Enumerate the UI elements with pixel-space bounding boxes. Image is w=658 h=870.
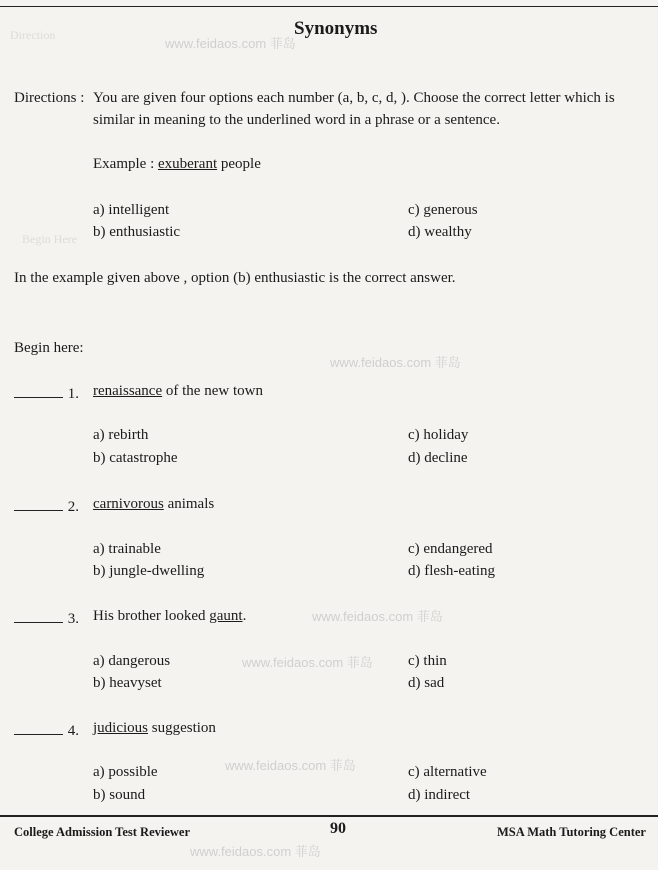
question-1-option-d: d) decline	[408, 450, 468, 466]
question-4-prompt	[93, 720, 216, 737]
question-1-option-c: c) holiday	[408, 427, 469, 443]
underlined-word: gaunt	[209, 608, 243, 624]
question-3-option-c: c) thin	[408, 653, 447, 669]
watermark: www.feidaos.com 菲岛	[330, 355, 461, 370]
question-number: 4.	[67, 723, 79, 739]
watermark: www.feidaos.com 菲岛	[312, 609, 443, 624]
watermark: www.feidaos.com 菲岛	[225, 758, 356, 773]
question-number: 3.	[67, 611, 79, 627]
question-3-option-a: a) dangerous	[93, 653, 171, 669]
prompt-after: of the new town	[162, 383, 263, 399]
page-number: 90	[330, 820, 346, 837]
question-1-option-a: a) rebirth	[93, 427, 149, 443]
question-number: 1.	[67, 386, 79, 402]
begin-label: Begin here:	[14, 340, 84, 356]
example-option-b: b) enthusiastic	[93, 224, 181, 240]
question-2-prompt	[93, 496, 214, 513]
bleed-through: Begin Here	[22, 232, 77, 246]
question-2-option-d: d) flesh-eating	[408, 563, 496, 579]
prompt-after: .	[242, 608, 247, 624]
prompt-after: animals	[163, 496, 215, 512]
top-rule	[0, 6, 658, 7]
question-3-option-d: d) sad	[408, 675, 445, 691]
answer-blank[interactable]	[14, 496, 63, 511]
example-prefix: Example :	[93, 156, 158, 172]
answer-blank[interactable]	[14, 720, 63, 735]
example-underlined-word: exuberant	[157, 156, 218, 172]
question-3-prompt	[93, 608, 246, 625]
question-1-option-b: b) catastrophe	[93, 450, 178, 466]
bleed-through: Direction	[10, 28, 56, 42]
example-option-c: c) generous	[408, 202, 478, 218]
example-explanation: In the example given above , option (b) enthusiastic is the correct answer.	[14, 270, 456, 286]
answer-blank[interactable]	[14, 383, 63, 398]
example-option-a: a) intelligent	[93, 202, 170, 218]
directions-label: Directions :	[14, 90, 85, 106]
question-1	[14, 383, 79, 403]
question-1-prompt	[93, 383, 263, 400]
question-3-option-b: b) heavyset	[93, 675, 162, 691]
underlined-word: judicious	[93, 720, 148, 736]
question-4-option-d: d) indirect	[408, 787, 471, 803]
prompt-before: His brother looked	[93, 608, 210, 624]
page-title: Synonyms	[294, 18, 378, 39]
watermark: www.feidaos.com 菲岛	[190, 844, 321, 859]
question-4-option-b: b) sound	[93, 787, 146, 803]
directions-line-1: You are given four options each number (a, b, c, d, ). Choose the correct letter which is	[93, 90, 615, 106]
footer-left: College Admission Test Reviewer	[14, 825, 191, 839]
directions-line-2: similar in meaning to the underlined word in a phrase or a sentence.	[93, 112, 500, 128]
example-prompt	[93, 156, 261, 173]
question-3	[14, 608, 79, 628]
question-2-option-b: b) jungle-dwelling	[93, 563, 205, 579]
question-4-option-a: a) possible	[93, 764, 158, 780]
question-4	[14, 720, 79, 740]
footer-rule	[0, 815, 658, 817]
underlined-word: renaissance	[93, 383, 163, 399]
underlined-word: carnivorous	[93, 496, 164, 512]
watermark: www.feidaos.com 菲岛	[165, 36, 296, 51]
answer-blank[interactable]	[14, 608, 63, 623]
question-2-option-c: c) endangered	[408, 541, 493, 557]
example-rest: people	[217, 156, 261, 172]
question-number: 2.	[67, 499, 79, 515]
footer-right: MSA Math Tutoring Center	[497, 825, 646, 839]
question-2-option-a: a) trainable	[93, 541, 161, 557]
prompt-after: suggestion	[148, 720, 216, 736]
question-4-option-c: c) alternative	[408, 764, 487, 780]
watermark: www.feidaos.com 菲岛	[242, 655, 373, 670]
example-option-d: d) wealthy	[408, 224, 472, 240]
question-2	[14, 496, 79, 516]
